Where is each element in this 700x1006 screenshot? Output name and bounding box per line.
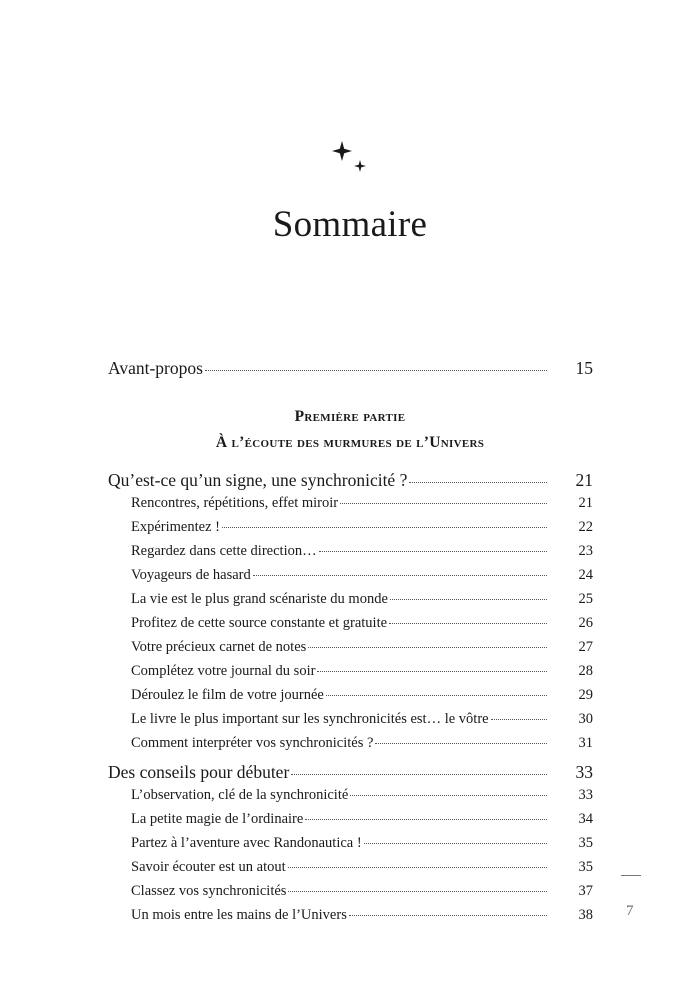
toc-sub-entry bbox=[131, 615, 593, 632]
toc-page-number: 33 bbox=[575, 762, 593, 782]
toc-page-number: 28 bbox=[578, 663, 593, 679]
dot-leader bbox=[491, 719, 547, 720]
toc-entry-label: Expérimentez ! bbox=[131, 519, 220, 535]
toc-entry-label: Complétez votre journal du soir bbox=[131, 663, 316, 679]
toc-page-number: 27 bbox=[578, 639, 593, 655]
toc-sub-entry bbox=[131, 883, 593, 900]
toc-entry-label: Déroulez le film de votre journée bbox=[131, 687, 324, 703]
part-subtitle: À l’écoute des murmures de l’Univers bbox=[215, 434, 485, 451]
toc-entry-label: Partez à l’aventure avec Randonautica ! bbox=[131, 835, 362, 851]
toc-entry-label: L’observation, clé de la synchronicité bbox=[131, 787, 349, 803]
toc-sub-entry bbox=[131, 639, 593, 656]
toc-page-number: 30 bbox=[578, 711, 593, 727]
toc-page-number: 25 bbox=[578, 591, 593, 607]
dot-leader bbox=[305, 819, 547, 820]
page-title: Sommaire bbox=[272, 204, 428, 245]
dot-leader bbox=[349, 915, 547, 916]
toc-page-number: 35 bbox=[578, 859, 593, 875]
toc-sub-entry bbox=[131, 735, 593, 752]
toc-entry-label: Comment interpréter vos synchronicités ? bbox=[131, 735, 374, 751]
toc-sub-entry bbox=[131, 687, 593, 704]
toc-entry-label: Savoir écouter est un atout bbox=[131, 859, 286, 875]
toc-page-number: 38 bbox=[578, 907, 593, 923]
toc-sub-entry bbox=[131, 811, 593, 828]
toc-sub-entry bbox=[131, 711, 593, 728]
toc-entry-label: La vie est le plus grand scénariste du monde bbox=[131, 591, 388, 607]
toc-entry-label: Rencontres, répétitions, effet miroir bbox=[131, 495, 339, 511]
dot-leader bbox=[389, 623, 547, 624]
toc-page-number: 23 bbox=[578, 543, 593, 559]
dot-leader bbox=[308, 647, 547, 648]
toc-sub-entry bbox=[131, 835, 593, 852]
toc-sub-entry bbox=[131, 859, 593, 876]
toc-sub-entry bbox=[131, 591, 593, 608]
toc-sub-entry bbox=[131, 907, 593, 924]
dot-leader bbox=[288, 891, 547, 892]
toc-page-number: 22 bbox=[578, 519, 593, 535]
dot-leader bbox=[319, 551, 547, 552]
toc-sub-entry bbox=[131, 787, 593, 804]
dot-leader bbox=[409, 482, 547, 483]
toc-entry-label: Profitez de cette source constante et gratuite bbox=[131, 615, 388, 631]
dot-leader bbox=[222, 527, 547, 528]
toc-entry-label: Des conseils pour débuter bbox=[108, 762, 290, 782]
toc-page-number: 33 bbox=[578, 787, 593, 803]
toc-page-number: 37 bbox=[578, 883, 593, 899]
toc-page-number: 21 bbox=[578, 495, 593, 511]
dot-leader bbox=[205, 370, 547, 371]
toc-sub-entry bbox=[131, 543, 593, 560]
dot-leader bbox=[364, 843, 547, 844]
toc-entry-avant-propos bbox=[108, 358, 593, 379]
dot-leader bbox=[288, 867, 547, 868]
dot-leader bbox=[326, 695, 547, 696]
toc-entry-label: Qu’est-ce qu’un signe, une synchronicité ? bbox=[108, 470, 408, 490]
toc-page-number: 24 bbox=[578, 567, 593, 583]
dot-leader bbox=[317, 671, 547, 672]
toc-entry-label: Regardez dans cette direction… bbox=[131, 543, 317, 559]
folio-rule bbox=[621, 875, 641, 876]
part-heading: Première partie bbox=[294, 408, 406, 425]
toc-page-number: 15 bbox=[575, 358, 593, 378]
dot-leader bbox=[390, 599, 547, 600]
toc-page-number: 31 bbox=[578, 735, 593, 751]
toc-entry-label: Un mois entre les mains de l’Univers bbox=[131, 907, 347, 923]
toc-section-entry bbox=[108, 470, 593, 491]
toc-entry-label: Le livre le plus important sur les synchronicités est… le vôtre bbox=[131, 711, 489, 727]
dot-leader bbox=[340, 503, 547, 504]
dot-leader bbox=[253, 575, 547, 576]
toc-page-number: 21 bbox=[575, 470, 593, 490]
toc-entry-label: Avant-propos bbox=[108, 358, 203, 378]
dot-leader bbox=[375, 743, 547, 744]
toc-entry-label: La petite magie de l’ordinaire bbox=[131, 811, 304, 827]
toc-page-number: 34 bbox=[578, 811, 593, 827]
toc-entry-label: Votre précieux carnet de notes bbox=[131, 639, 307, 655]
toc-sub-entry bbox=[131, 663, 593, 680]
page-number: 7 bbox=[626, 903, 634, 919]
toc-entry-label: Classez vos synchronicités bbox=[131, 883, 287, 899]
toc-sub-entry bbox=[131, 495, 593, 512]
toc-page-number: 26 bbox=[578, 615, 593, 631]
toc-sub-entry bbox=[131, 567, 593, 584]
toc-section-entry bbox=[108, 762, 593, 783]
toc-sub-entry bbox=[131, 519, 593, 536]
toc-page-number: 35 bbox=[578, 835, 593, 851]
toc-page-number: 29 bbox=[578, 687, 593, 703]
dot-leader bbox=[350, 795, 547, 796]
toc-entry-label: Voyageurs de hasard bbox=[131, 567, 251, 583]
dot-leader bbox=[291, 774, 547, 775]
